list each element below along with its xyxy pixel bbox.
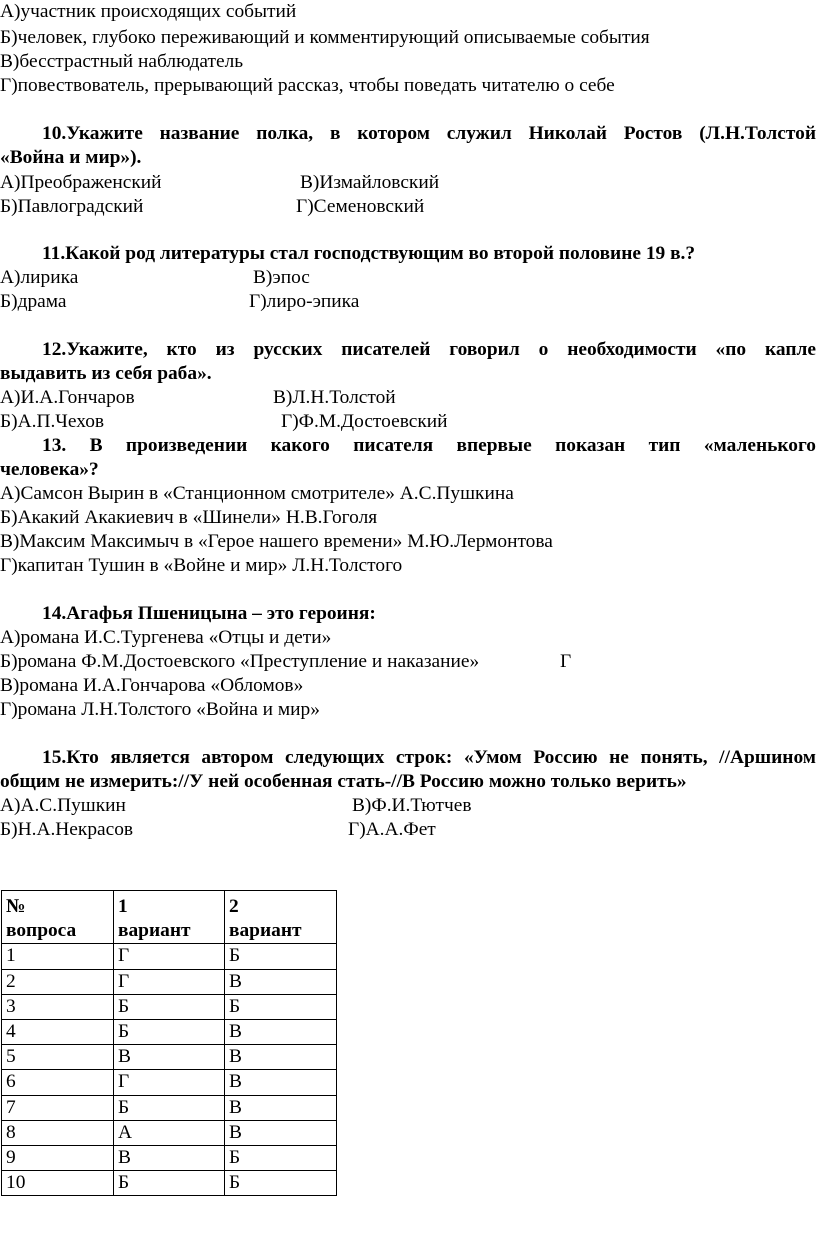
cell-variant-1: Г xyxy=(114,1070,225,1095)
cell-question-number: 6 xyxy=(2,1070,114,1095)
question-12-line1: 12.Укажите, кто из русских писателей говорил о необходимости «по капле xyxy=(42,339,816,360)
q9-option-g: Г)повествователь, прерывающий рассказ, чтобы поведать читателю о себе xyxy=(0,75,615,96)
q9-option-b: Б)человек, глубоко переживающий и комментирующий описываемые события xyxy=(0,27,650,48)
answer-key-body xyxy=(2,944,337,1196)
cell-variant-2: В xyxy=(225,969,337,994)
header-question-number xyxy=(2,891,114,944)
cell-variant-2: В xyxy=(225,1070,337,1095)
q14-option-a: А)романа И.С.Тургенева «Отцы и дети» xyxy=(0,627,332,648)
q14-answer-mark: Г xyxy=(560,651,572,672)
table-row xyxy=(2,1120,337,1145)
question-13 xyxy=(0,434,816,482)
answer-key-table xyxy=(1,890,337,1196)
cell-question-number: 10 xyxy=(2,1171,114,1196)
question-12-line2: выдавить из себя раба». xyxy=(0,363,212,385)
q11-option-g: Г)лиро-эпика xyxy=(249,291,360,312)
q9-option-a: А)участник происходящих событий xyxy=(0,1,297,22)
q15-option-b: Б)Н.А.Некрасов xyxy=(0,819,134,840)
cell-variant-1: В xyxy=(114,1146,225,1171)
table-row xyxy=(2,1045,337,1070)
cell-question-number: 2 xyxy=(2,969,114,994)
question-10 xyxy=(0,122,816,170)
table-row xyxy=(2,994,337,1019)
table-row xyxy=(2,969,337,994)
q10-option-v: В)Измайловский xyxy=(300,172,440,193)
cell-question-number: 1 xyxy=(2,944,114,969)
q13-option-a: А)Самсон Вырин в «Станционном смотрителе» А.С.Пушкина xyxy=(0,483,514,504)
q14-option-v: В)романа И.А.Гончарова «Обломов» xyxy=(0,675,304,696)
question-12 xyxy=(0,338,816,386)
cell-question-number: 9 xyxy=(2,1146,114,1171)
cell-variant-2: Б xyxy=(225,1146,337,1171)
q12-option-v: В)Л.Н.Толстой xyxy=(273,387,396,408)
cell-variant-2: Б xyxy=(225,1171,337,1196)
header-question-number-line1: № xyxy=(6,896,26,917)
cell-variant-1: А xyxy=(114,1120,225,1145)
q9-option-v: В)бесстрастный наблюдатель xyxy=(0,51,244,72)
q12-option-g: Г)Ф.М.Достоевский xyxy=(281,411,448,432)
cell-question-number: 3 xyxy=(2,994,114,1019)
q10-option-g: Г)Семеновский xyxy=(296,196,425,217)
question-15 xyxy=(0,746,816,794)
q10-option-b: Б)Павлоградский xyxy=(0,196,144,217)
header-variant-2-line1: 2 xyxy=(229,896,239,917)
cell-variant-2: В xyxy=(225,1120,337,1145)
cell-variant-1: Б xyxy=(114,994,225,1019)
cell-variant-1: Г xyxy=(114,969,225,994)
cell-question-number: 4 xyxy=(2,1020,114,1045)
table-row xyxy=(2,1095,337,1120)
q10-option-a: А)Преображенский xyxy=(0,172,162,193)
question-13-line2: человека»? xyxy=(0,459,99,481)
q14-option-g: Г)романа Л.Н.Толстого «Война и мир» xyxy=(0,699,320,720)
q14-option-b: Б)романа Ф.М.Достоевского «Преступление и наказание» xyxy=(0,651,480,672)
question-10-line2: «Война и мир»). xyxy=(0,147,142,169)
cell-variant-2: В xyxy=(225,1020,337,1045)
q13-option-g: Г)капитан Тушин в «Войне и мир» Л.Н.Толстого xyxy=(0,555,403,576)
q13-option-v: В)Максим Максимыч в «Герое нашего времени» М.Ю.Лермонтова xyxy=(0,531,553,552)
q12-option-b: Б)А.П.Чехов xyxy=(0,411,105,432)
question-10-line1: 10.Укажите название полка, в котором служил Николай Ростов (Л.Н.Толстой xyxy=(42,123,816,144)
cell-question-number: 8 xyxy=(2,1120,114,1145)
table-row xyxy=(2,944,337,969)
q15-option-v: В)Ф.И.Тютчев xyxy=(352,795,472,816)
question-15-line1: 15.Кто является автором следующих строк: «Умом Россию не понять, //Аршином xyxy=(42,747,816,768)
cell-variant-2: В xyxy=(225,1095,337,1120)
q11-option-a: А)лирика xyxy=(0,267,79,288)
cell-variant-1: Б xyxy=(114,1171,225,1196)
table-row xyxy=(2,1171,337,1196)
q15-option-a: А)А.С.Пушкин xyxy=(0,795,126,816)
q13-option-b: Б)Акакий Акакиевич в «Шинели» Н.В.Гоголя xyxy=(0,507,378,528)
q15-option-g: Г)А.А.Фет xyxy=(348,819,436,840)
cell-variant-1: Б xyxy=(114,1095,225,1120)
header-variant-2 xyxy=(225,891,337,944)
q12-option-a: А)И.А.Гончаров xyxy=(0,387,135,408)
cell-variant-1: В xyxy=(114,1045,225,1070)
q11-option-b: Б)драма xyxy=(0,291,67,312)
question-11: 11.Какой род литературы стал господствующим во второй половине 19 в.? xyxy=(42,243,696,264)
cell-variant-1: Г xyxy=(114,944,225,969)
cell-variant-2: В xyxy=(225,1045,337,1070)
header-question-number-line2: вопроса xyxy=(6,920,77,942)
question-14: 14.Агафья Пшеницына – это героиня: xyxy=(42,603,376,624)
cell-variant-2: Б xyxy=(225,994,337,1019)
header-variant-2-line2: вариант xyxy=(229,920,302,942)
header-variant-1 xyxy=(114,891,225,944)
cell-question-number: 5 xyxy=(2,1045,114,1070)
table-row xyxy=(2,1070,337,1095)
answer-key-header-row xyxy=(2,891,337,944)
header-variant-1-line2: вариант xyxy=(118,920,191,942)
cell-variant-2: Б xyxy=(225,944,337,969)
header-variant-1-line1: 1 xyxy=(118,896,128,917)
cell-variant-1: Б xyxy=(114,1020,225,1045)
cell-question-number: 7 xyxy=(2,1095,114,1120)
table-row xyxy=(2,1146,337,1171)
table-row xyxy=(2,1020,337,1045)
q11-option-v: В)эпос xyxy=(253,267,310,288)
question-15-line2: общим не измерить://У ней особенная стать-//В Россию можно только верить» xyxy=(0,771,687,793)
question-13-line1: 13. В произведении какого писателя впервые показан тип «маленького xyxy=(42,435,816,456)
